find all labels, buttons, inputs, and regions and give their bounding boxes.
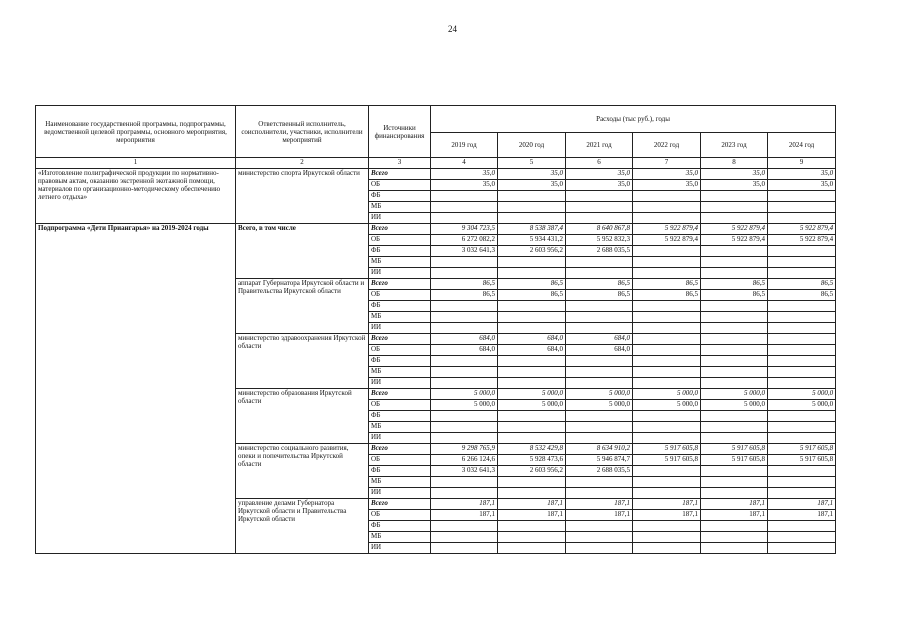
funding-source: ФБ — [369, 466, 431, 477]
expense-value — [498, 521, 566, 532]
expense-value — [633, 246, 701, 257]
funding-source: МБ — [369, 257, 431, 268]
expense-value: 5 000,0 — [498, 400, 566, 411]
executor-name: министерство социального развития, опеки и попечительства Иркутской области — [236, 444, 369, 499]
header-year: 2021 год — [566, 133, 633, 158]
expense-value — [431, 356, 498, 367]
expense-value — [431, 543, 498, 554]
expense-value — [498, 367, 566, 378]
funding-source: ФБ — [369, 356, 431, 367]
expense-value: 35,0 — [633, 180, 701, 191]
executor-name: министерство образования Иркутской области — [236, 389, 369, 444]
expense-value — [566, 268, 633, 279]
expense-value — [431, 301, 498, 312]
expense-value: 9 298 765,9 — [431, 444, 498, 455]
expense-value: 35,0 — [768, 180, 836, 191]
expense-value: 35,0 — [498, 180, 566, 191]
expense-value: 8 640 867,8 — [566, 224, 633, 235]
expense-value — [633, 334, 701, 345]
expense-value — [768, 477, 836, 488]
expense-value: 35,0 — [431, 169, 498, 180]
expense-value — [633, 191, 701, 202]
expense-value — [633, 433, 701, 444]
expense-value: 187,1 — [701, 499, 768, 510]
expense-value: 86,5 — [768, 290, 836, 301]
expense-value: 86,5 — [431, 290, 498, 301]
expense-value: 5 917 605,8 — [633, 444, 701, 455]
expense-value — [633, 323, 701, 334]
table-row — [36, 224, 836, 235]
funding-source: МБ — [369, 532, 431, 543]
funding-source: ИИ — [369, 378, 431, 389]
expense-value: 187,1 — [701, 510, 768, 521]
expense-value — [701, 521, 768, 532]
funding-source: ОБ — [369, 345, 431, 356]
expense-value: 6 266 124,6 — [431, 455, 498, 466]
funding-source: Всего — [369, 389, 431, 400]
expense-value: 35,0 — [431, 180, 498, 191]
expense-value — [701, 312, 768, 323]
expense-value — [431, 521, 498, 532]
expense-value — [566, 301, 633, 312]
expense-value: 684,0 — [498, 334, 566, 345]
expense-value — [701, 213, 768, 224]
funding-source: Всего — [369, 334, 431, 345]
column-number: 2 — [236, 158, 369, 169]
expense-value — [701, 543, 768, 554]
funding-source: ФБ — [369, 411, 431, 422]
funding-source: Всего — [369, 279, 431, 290]
expense-value — [431, 323, 498, 334]
expense-value — [633, 301, 701, 312]
funding-source: ФБ — [369, 521, 431, 532]
expense-value: 5 000,0 — [498, 389, 566, 400]
expense-value — [633, 345, 701, 356]
expense-value: 35,0 — [566, 180, 633, 191]
expense-value: 187,1 — [768, 510, 836, 521]
expense-value — [566, 488, 633, 499]
column-number: 6 — [566, 158, 633, 169]
funding-source: МБ — [369, 422, 431, 433]
program-name: Подпрограмма «Дети Приангарья» на 2019-2024 годы — [36, 224, 236, 554]
expense-value — [768, 488, 836, 499]
expense-value: 5 946 874,7 — [566, 455, 633, 466]
expense-value — [431, 433, 498, 444]
expense-value — [768, 334, 836, 345]
expense-value: 5 934 431,2 — [498, 235, 566, 246]
expense-value — [701, 301, 768, 312]
funding-source: ФБ — [369, 191, 431, 202]
expense-value — [633, 367, 701, 378]
expense-value: 5 000,0 — [768, 389, 836, 400]
expense-value: 187,1 — [633, 510, 701, 521]
expense-value — [498, 422, 566, 433]
expense-value — [768, 433, 836, 444]
expense-value: 684,0 — [498, 345, 566, 356]
funding-source: ИИ — [369, 268, 431, 279]
expense-value — [633, 477, 701, 488]
funding-source: Всего — [369, 169, 431, 180]
expense-value — [498, 433, 566, 444]
expense-value — [498, 202, 566, 213]
expense-value — [633, 411, 701, 422]
expense-value: 187,1 — [566, 499, 633, 510]
funding-source: ИИ — [369, 543, 431, 554]
expense-value — [431, 367, 498, 378]
expense-value — [498, 532, 566, 543]
expense-value — [431, 257, 498, 268]
expense-value — [701, 411, 768, 422]
expense-value: 5 917 605,8 — [768, 444, 836, 455]
expense-value: 86,5 — [498, 279, 566, 290]
expense-value: 684,0 — [566, 345, 633, 356]
expense-value — [701, 202, 768, 213]
expense-value — [701, 532, 768, 543]
expense-value — [566, 477, 633, 488]
expense-value: 187,1 — [768, 499, 836, 510]
funding-source: ФБ — [369, 301, 431, 312]
funding-source: Всего — [369, 224, 431, 235]
expense-value: 35,0 — [633, 169, 701, 180]
executor-name: аппарат Губернатора Иркутской области и Правительства Иркутской области — [236, 279, 369, 334]
expense-value: 5 917 605,8 — [701, 444, 768, 455]
expense-value: 5 922 879,4 — [701, 224, 768, 235]
program-name: «Изготовление полиграфической продукции по нормативно-правовым актам, оказанию экстренной экотажной помощи, материалов по организационно-методическому обеспечению летнего отдыха» — [36, 169, 236, 224]
expense-value — [768, 191, 836, 202]
expense-value — [701, 367, 768, 378]
funding-source: ОБ — [369, 180, 431, 191]
expense-value — [498, 213, 566, 224]
expense-value: 5 000,0 — [701, 389, 768, 400]
expense-value — [768, 543, 836, 554]
expense-value — [498, 268, 566, 279]
expense-value — [633, 312, 701, 323]
expense-value: 2 688 035,5 — [566, 246, 633, 257]
expense-value — [768, 411, 836, 422]
expense-value: 86,5 — [701, 290, 768, 301]
expense-value — [633, 202, 701, 213]
column-number: 7 — [633, 158, 701, 169]
expense-value — [701, 323, 768, 334]
expense-value — [701, 334, 768, 345]
funding-source: МБ — [369, 367, 431, 378]
expense-value: 8 538 387,4 — [498, 224, 566, 235]
expense-value: 8 634 910,2 — [566, 444, 633, 455]
expense-value: 5 000,0 — [633, 400, 701, 411]
expense-value — [633, 422, 701, 433]
expense-value: 5 000,0 — [701, 400, 768, 411]
expense-value: 86,5 — [566, 279, 633, 290]
column-number: 8 — [701, 158, 768, 169]
expense-value — [566, 191, 633, 202]
expense-value — [566, 356, 633, 367]
expense-value — [768, 213, 836, 224]
expense-value — [498, 323, 566, 334]
expense-value: 5 000,0 — [633, 389, 701, 400]
expense-value — [768, 202, 836, 213]
expense-value — [768, 356, 836, 367]
expense-value — [701, 345, 768, 356]
expense-value — [498, 301, 566, 312]
expense-value: 187,1 — [566, 510, 633, 521]
expense-value — [701, 191, 768, 202]
expense-value — [498, 191, 566, 202]
expense-value — [498, 378, 566, 389]
expense-value: 86,5 — [498, 290, 566, 301]
expense-value: 187,1 — [431, 499, 498, 510]
expense-value — [768, 532, 836, 543]
expense-value: 5 922 879,4 — [701, 235, 768, 246]
expense-value — [566, 532, 633, 543]
header-year: 2022 год — [633, 133, 701, 158]
executor-name: министерство здравоохранения Иркутской области — [236, 334, 369, 389]
expense-value — [701, 488, 768, 499]
expense-value: 684,0 — [566, 334, 633, 345]
expense-value — [701, 466, 768, 477]
expense-value — [566, 433, 633, 444]
funding-source: Всего — [369, 444, 431, 455]
expense-value — [431, 488, 498, 499]
header-expenses: Расходы (тыс руб.), годы — [431, 106, 836, 133]
expense-value — [768, 257, 836, 268]
executor-name: министерство спорта Иркутской области — [236, 169, 369, 224]
expense-value: 5 000,0 — [566, 400, 633, 411]
header-executor: Ответственный исполнитель, соисполнители, участники, исполнители мероприятий — [236, 106, 369, 158]
expense-value: 6 272 082,2 — [431, 235, 498, 246]
expense-value — [633, 543, 701, 554]
expense-value: 5 000,0 — [768, 400, 836, 411]
funding-source: ОБ — [369, 290, 431, 301]
expense-value: 8 532 429,8 — [498, 444, 566, 455]
header-year: 2019 год — [431, 133, 498, 158]
expense-value — [768, 268, 836, 279]
expense-value: 2 603 956,2 — [498, 466, 566, 477]
column-number: 5 — [498, 158, 566, 169]
expense-value: 5 952 832,3 — [566, 235, 633, 246]
expense-value — [701, 477, 768, 488]
expense-value — [633, 378, 701, 389]
executor-name: Всего, в том числе — [236, 224, 369, 279]
column-number: 9 — [768, 158, 836, 169]
expense-value — [431, 213, 498, 224]
header-sources: Источники финансирования — [369, 106, 431, 158]
expense-value — [431, 268, 498, 279]
expense-value — [566, 323, 633, 334]
expense-value: 187,1 — [498, 510, 566, 521]
expense-value — [701, 246, 768, 257]
expense-value — [768, 301, 836, 312]
funding-source: ОБ — [369, 400, 431, 411]
expense-value — [701, 433, 768, 444]
funding-source: ИИ — [369, 213, 431, 224]
expense-value — [566, 202, 633, 213]
expense-value: 86,5 — [633, 279, 701, 290]
expense-value — [768, 312, 836, 323]
expense-value — [768, 378, 836, 389]
expense-value — [633, 356, 701, 367]
funding-source: ИИ — [369, 433, 431, 444]
executor-name: управление делами Губернатора Иркутской области и Правительства Иркутской области — [236, 499, 369, 554]
expense-value: 5 917 605,8 — [768, 455, 836, 466]
expense-value — [498, 411, 566, 422]
table-body — [36, 169, 836, 554]
funding-source: ФБ — [369, 246, 431, 257]
funding-source: МБ — [369, 312, 431, 323]
page-number: 24 — [448, 24, 457, 34]
expense-value — [498, 477, 566, 488]
column-number: 3 — [369, 158, 431, 169]
expense-value — [633, 488, 701, 499]
expense-value: 35,0 — [701, 169, 768, 180]
expense-value: 187,1 — [633, 499, 701, 510]
header-year: 2024 год — [768, 133, 836, 158]
expense-value — [701, 356, 768, 367]
expense-value — [431, 477, 498, 488]
expense-value: 5 000,0 — [431, 389, 498, 400]
expense-value — [633, 532, 701, 543]
expense-value — [431, 532, 498, 543]
funding-source: ИИ — [369, 488, 431, 499]
expense-value: 5 922 879,4 — [633, 224, 701, 235]
expense-value: 5 917 605,8 — [633, 455, 701, 466]
expense-value — [701, 257, 768, 268]
expense-value — [431, 378, 498, 389]
expense-value: 35,0 — [566, 169, 633, 180]
expense-value: 5 922 879,4 — [768, 224, 836, 235]
expense-value: 5 922 879,4 — [768, 235, 836, 246]
expense-value: 35,0 — [701, 180, 768, 191]
expense-value — [768, 323, 836, 334]
expense-value — [498, 257, 566, 268]
expense-value: 684,0 — [431, 334, 498, 345]
expense-value: 5 000,0 — [566, 389, 633, 400]
expense-value — [431, 422, 498, 433]
expense-value — [768, 345, 836, 356]
funding-source: ОБ — [369, 510, 431, 521]
expense-value — [633, 521, 701, 532]
funding-source: МБ — [369, 202, 431, 213]
expense-value: 2 688 035,5 — [566, 466, 633, 477]
expense-value — [633, 268, 701, 279]
expense-value — [566, 213, 633, 224]
header-year: 2020 год — [498, 133, 566, 158]
expense-value — [431, 312, 498, 323]
expense-value: 187,1 — [431, 510, 498, 521]
header-year: 2023 год — [701, 133, 768, 158]
expense-value — [498, 543, 566, 554]
expense-value: 187,1 — [498, 499, 566, 510]
expense-value — [633, 257, 701, 268]
expense-value — [701, 378, 768, 389]
expense-value — [498, 312, 566, 323]
expense-value — [566, 367, 633, 378]
expense-value: 35,0 — [768, 169, 836, 180]
expense-value: 86,5 — [431, 279, 498, 290]
expense-value: 684,0 — [431, 345, 498, 356]
expense-value: 5 922 879,4 — [633, 235, 701, 246]
expense-value — [566, 411, 633, 422]
expense-value — [498, 488, 566, 499]
expense-value: 9 304 723,5 — [431, 224, 498, 235]
expense-value: 3 032 641,3 — [431, 246, 498, 257]
column-number: 4 — [431, 158, 498, 169]
expense-value — [566, 257, 633, 268]
expense-value — [633, 213, 701, 224]
funding-source: МБ — [369, 477, 431, 488]
header-name: Наименование государственной программы, подпрограммы, ведомственной целевой программы, основного мероприятия, мероприятия — [36, 106, 236, 158]
expense-value — [768, 521, 836, 532]
expense-value: 5 917 605,8 — [701, 455, 768, 466]
column-number: 1 — [36, 158, 236, 169]
expense-value: 5 000,0 — [431, 400, 498, 411]
expense-value — [701, 268, 768, 279]
expense-value: 35,0 — [498, 169, 566, 180]
expense-value — [768, 422, 836, 433]
expense-value: 86,5 — [566, 290, 633, 301]
funding-source: ИИ — [369, 323, 431, 334]
expense-value: 86,5 — [633, 290, 701, 301]
table-row — [36, 169, 836, 180]
expense-value — [701, 422, 768, 433]
funding-source: ОБ — [369, 235, 431, 246]
expense-value — [768, 367, 836, 378]
expense-value: 3 032 641,3 — [431, 466, 498, 477]
expense-value — [431, 191, 498, 202]
expense-value — [768, 246, 836, 257]
expense-value: 2 603 956,2 — [498, 246, 566, 257]
expense-value — [498, 356, 566, 367]
expense-value — [566, 378, 633, 389]
expense-value — [566, 312, 633, 323]
expenses-table — [35, 105, 836, 554]
funding-source: Всего — [369, 499, 431, 510]
funding-source: ОБ — [369, 455, 431, 466]
expense-value — [566, 521, 633, 532]
expense-value — [431, 411, 498, 422]
expense-value — [768, 466, 836, 477]
expense-value: 86,5 — [701, 279, 768, 290]
expense-value — [431, 202, 498, 213]
expense-value: 86,5 — [768, 279, 836, 290]
expense-value — [566, 422, 633, 433]
expense-value — [566, 543, 633, 554]
expense-value: 5 928 473,6 — [498, 455, 566, 466]
expense-value — [633, 466, 701, 477]
